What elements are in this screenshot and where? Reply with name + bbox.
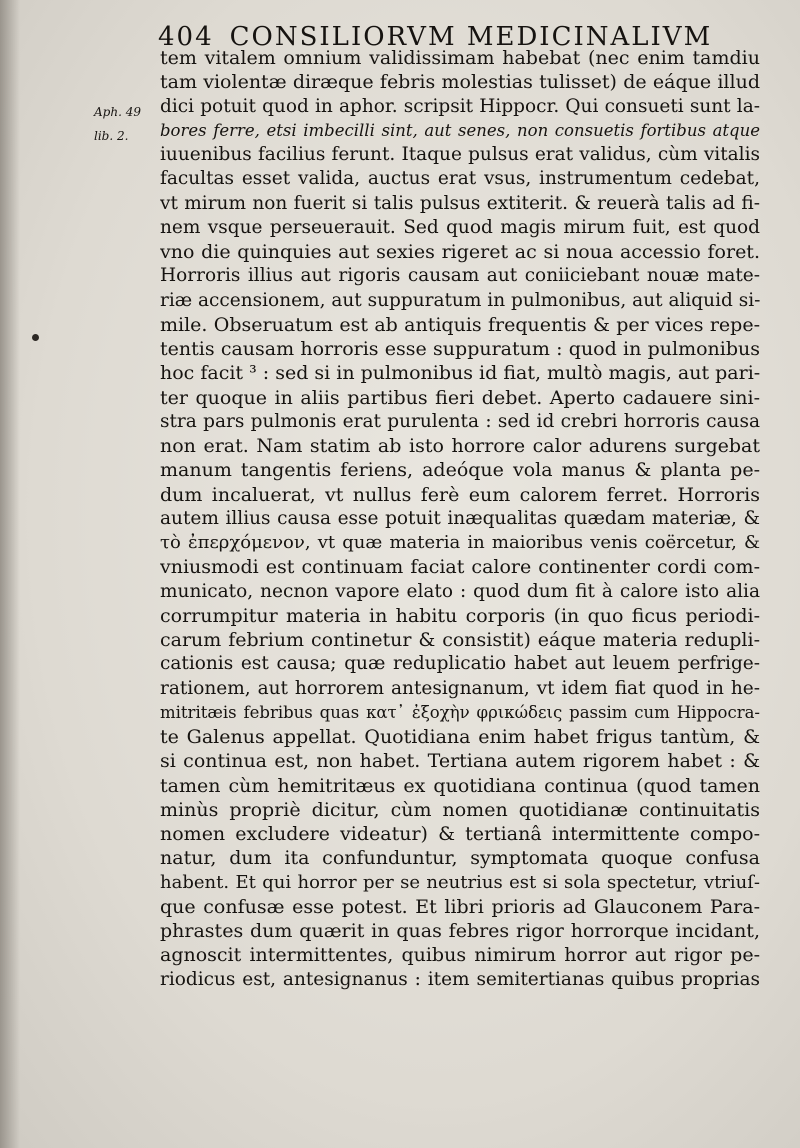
text-line: manum tangentis feriens, adeóque vola manus & planta pe- (160, 459, 760, 482)
text-line: riodicus est, antesignanus : item semitertianas quibus proprias (160, 968, 760, 990)
text-line: ter quoque in aliis partibus fieri debet. Aperto cadauere sini- (160, 386, 760, 409)
text-line: mile. Obseruatum est ab antiquis frequentis & per vices repe- (160, 313, 760, 336)
text-line: tentis causam horroris esse suppuratum : quod in pulmonibus (160, 338, 760, 360)
text-line: corrumpitur materia in habitu corporis (in quo ficus periodi- (160, 604, 760, 627)
text-line: iuuenibus facilius ferunt. Itaque pulsus erat validus, cùm vitalis (160, 144, 760, 165)
text-line: nem vsque perseuerauit. Sed quod magis mirum fuit, est quod (160, 216, 760, 238)
text-line: habent. Et qui horror per se neutrius est si sola spectetur, vtriuſ- (160, 871, 760, 893)
text-line: vno die quinquies aut sexies rigeret ac si noua accessio foret. (160, 241, 760, 263)
ink-blot (32, 334, 39, 341)
page-number: 404 (158, 22, 214, 52)
text-line: natur, dum ita confunduntur, symptomata quoque confusa (160, 847, 760, 870)
text-line: non erat. Nam statim ab isto horrore calor adurens surgebat (160, 435, 760, 457)
text-line: minùs propriè dicitur, cùm nomen quotidianæ continuitatis (160, 798, 760, 821)
text-line: tamen cùm hemitritæus ex quotidiana continua (quod tamen (160, 774, 760, 797)
text-line: te Galenus appellat. Quotidiana enim habet frigus tantùm, & (160, 726, 760, 748)
text-line-greek: τὸ ἐπερχόμενον, vt quæ materia in maioribus venis coërcetur, & (160, 532, 760, 553)
text-line: carum febrium continetur & consistit) eáque materia redupli- (160, 629, 760, 651)
text-line: nomen excludere videatur) & tertianâ intermittente compo- (160, 823, 760, 845)
text-line: phrastes dum quærit in quas febres rigor horrorque incidant, (160, 920, 760, 942)
text-line: riæ accensionem, aut suppuratum in pulmonibus, aut aliquid si- (160, 289, 760, 311)
text-line: facultas esset valida, auctus erat vsus, instrumentum cedebat, (160, 168, 760, 190)
margin-note-aphorism: Aph. 49 (94, 105, 141, 119)
text-line: vniusmodi est continuam faciat calore continenter cordi com- (160, 556, 760, 579)
text-line: tam violentæ diræque febris molestias tulisset) de eáque illud (160, 71, 760, 94)
text-line: vt mirum non fuerit si talis pulsus extiterit. & reuerà talis ad fi- (160, 192, 760, 214)
text-line: tem vitalem omnium validissimam habebat (nec enim tamdiu (160, 47, 760, 69)
text-line: cationis est causa; quæ reduplicatio habet aut leuem perfrige- (160, 653, 760, 675)
binding-shadow (0, 0, 20, 1148)
text-line: rationem, aut horrorem antesignanum, vt idem fiat quod in he- (160, 677, 760, 699)
text-line-greek: mitritæis febribus quas κατ᾽ ἐξοχὴν φρικώδεις passim cum Hippocra- (160, 702, 760, 722)
text-line: dum incaluerat, vt nullus ferè eum calorem ferret. Horroris (160, 483, 760, 506)
text-line: municato, necnon vapore elato : quod dum fit à calore isto alia (160, 580, 760, 602)
text-line: si continua est, non habet. Tertiana autem rigorem habet : & (160, 750, 760, 773)
running-title: CONSILIORVM MEDICINALIVM (229, 22, 713, 52)
margin-note-book: lib. 2. (94, 129, 129, 143)
text-line: agnoscit intermittentes, quibus nimirum horror aut rigor pe- (160, 944, 760, 967)
body-text (160, 46, 760, 992)
text-line: stra pars pulmonis erat purulenta : sed id crebri horroris causa (160, 410, 760, 432)
text-line: hoc facit ³ : sed si in pulmonibus id fiat, multò magis, aut pari- (160, 362, 760, 385)
text-line: Horroris illius aut rigoris causam aut coniiciebant nouæ mate- (160, 265, 760, 287)
text-line: que confusæ esse potest. Et libri prioris ad Glauconem Para- (160, 895, 760, 918)
text-line: dici potuit quod in aphor. scripsit Hippocr. Qui consueti sunt la- (160, 95, 760, 117)
text-line-quotation: bores ferre, etsi imbecilli sint, aut senes, non consuetis fortibus atque (160, 120, 760, 140)
text-line: autem illius causa esse potuit inæqualitas quædam materiæ, & (160, 507, 760, 529)
